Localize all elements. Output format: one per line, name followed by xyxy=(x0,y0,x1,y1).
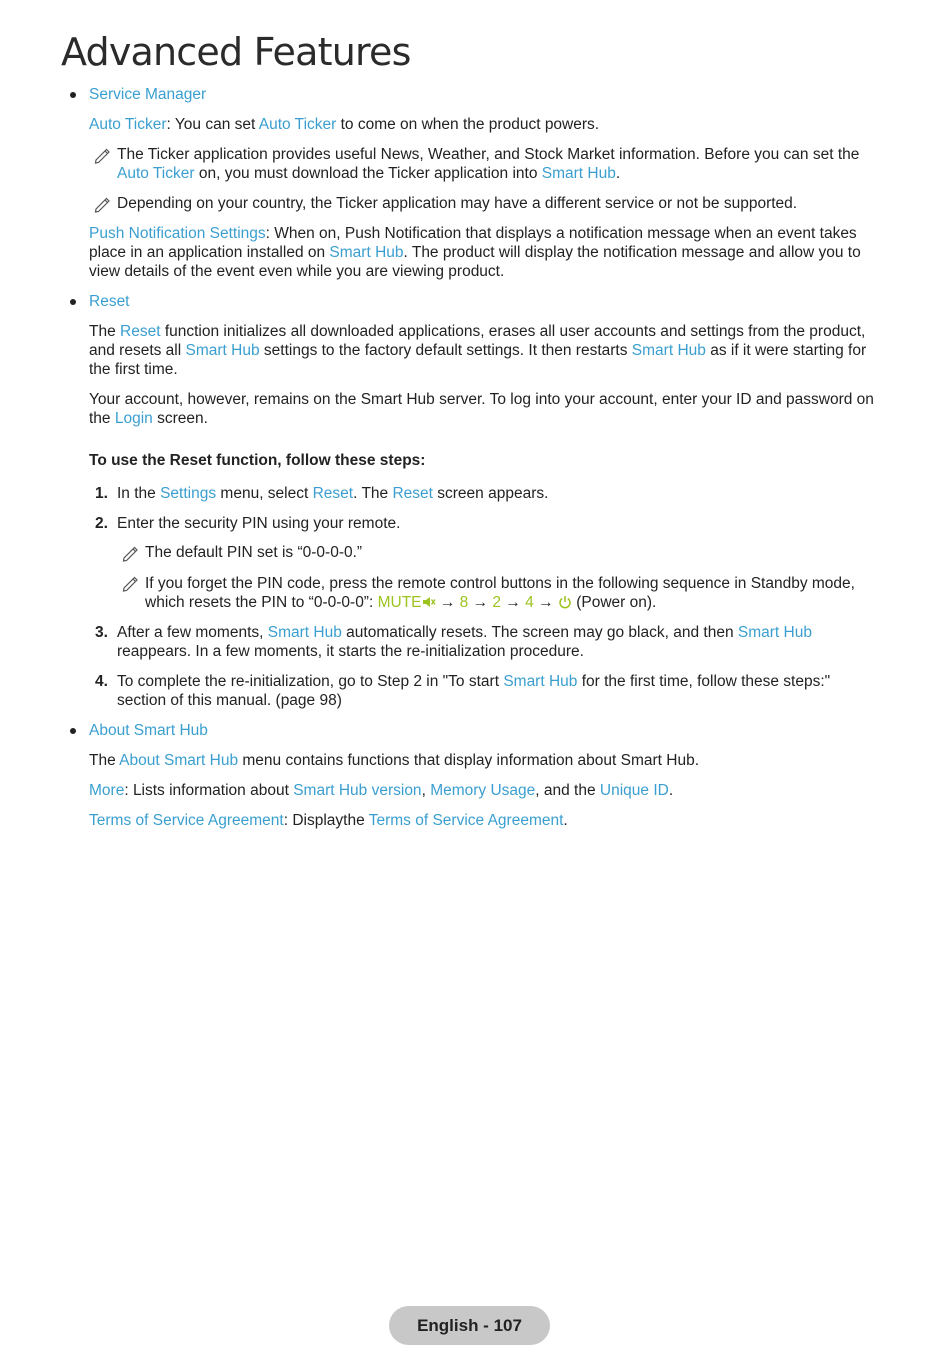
text-run: : Lists information about xyxy=(124,782,294,799)
remote-key-8: 8 xyxy=(459,594,469,611)
text-run: for the first time, follow these steps:" section of this manual. (page 98) xyxy=(117,673,831,709)
term-settings: Settings xyxy=(160,485,217,502)
text-run: , xyxy=(421,782,431,799)
bullet-dot xyxy=(70,728,76,734)
power-icon xyxy=(558,595,572,609)
text-run: to come on when the product powers. xyxy=(336,116,600,133)
text-run: settings to the factory default settings. It then restarts xyxy=(259,342,632,359)
term-auto-ticker: Auto Ticker xyxy=(258,116,337,133)
term-smart-hub: Smart Hub xyxy=(737,624,812,641)
term-auto-ticker: Auto Ticker xyxy=(89,116,167,133)
pencil-note-icon xyxy=(93,195,111,213)
page-title: Advanced Features xyxy=(61,30,411,74)
term-reset: Reset xyxy=(120,323,161,340)
bullet-dot xyxy=(70,92,76,98)
term-unique-id: Unique ID xyxy=(599,782,669,799)
term-reset: Reset xyxy=(392,485,433,502)
term-about-smart-hub: About Smart Hub xyxy=(119,752,239,769)
remote-key-mute: MUTE xyxy=(377,594,422,611)
step-1 xyxy=(117,484,877,503)
forgot-pin-note xyxy=(145,574,880,612)
arrow-text: → xyxy=(501,594,526,611)
text-run: menu, select xyxy=(216,485,313,502)
text-run: If you forget the PIN code, press the remote control buttons in the following sequence in Standby mode, which resets the PIN to “0-0-0-0”: xyxy=(145,575,855,611)
step-4 xyxy=(117,672,882,710)
push-notification-paragraph xyxy=(89,224,879,281)
auto-ticker-paragraph xyxy=(89,115,879,134)
step-number: 2. xyxy=(95,515,108,532)
text-run: . The xyxy=(353,485,393,502)
reset-description-paragraph xyxy=(89,322,879,379)
term-terms-of-service: Terms of Service Agreement xyxy=(368,812,564,829)
text-run: : When on, Push Notification that displays a notification message when an event takes place in an application installed on xyxy=(89,225,857,261)
pencil-note-icon xyxy=(121,574,139,592)
mute-icon xyxy=(422,595,436,609)
text-run: . xyxy=(668,782,674,799)
text-run: reappears. In a few moments, it starts the re-initialization procedure. xyxy=(117,643,584,660)
text-run: The xyxy=(89,323,121,340)
arrow-text: → xyxy=(435,594,460,611)
text-run: on, you must download the Ticker application into xyxy=(194,165,542,182)
pencil-note-icon xyxy=(93,146,111,164)
text-run: To complete the re-initialization, go to Step 2 in "To start xyxy=(117,673,504,690)
term-smart-hub: Smart Hub xyxy=(503,673,578,690)
step-2: Enter the security PIN using your remote. xyxy=(117,515,401,532)
text-run: (Power on). xyxy=(571,594,657,611)
ticker-note-paragraph xyxy=(117,145,877,183)
text-run: : Displaythe xyxy=(283,812,369,829)
text-run: , and the xyxy=(535,782,600,799)
step-number: 1. xyxy=(95,485,108,502)
term-terms-of-service: Terms of Service Agreement xyxy=(89,812,284,829)
steps-heading: To use the Reset function, follow these steps: xyxy=(89,452,426,469)
text-run: . xyxy=(563,812,568,829)
text-run: . xyxy=(615,165,621,182)
term-smart-hub: Smart Hub xyxy=(541,165,616,182)
term-more: More xyxy=(89,782,125,799)
text-run: automatically resets. The screen may go black, and then xyxy=(341,624,738,641)
country-note-paragraph: Depending on your country, the Ticker application may have a different service or not be supported. xyxy=(117,195,798,212)
account-paragraph xyxy=(89,390,879,428)
step-number: 4. xyxy=(95,673,108,690)
section-heading-about-smart-hub: About Smart Hub xyxy=(89,722,208,739)
text-run: After a few moments, xyxy=(117,624,268,641)
step-3 xyxy=(117,623,877,661)
text-run: screen appears. xyxy=(432,485,549,502)
about-paragraph xyxy=(89,751,879,770)
text-run: : You can set xyxy=(166,116,259,133)
text-run: In the xyxy=(117,485,161,502)
text-run: menu contains functions that display information about Smart Hub. xyxy=(238,752,700,769)
term-smart-hub: Smart Hub xyxy=(267,624,342,641)
term-smart-hub: Smart Hub xyxy=(185,342,260,359)
text-run: . The product will display the notification message and allow you to view details of the event even while you are viewing product. xyxy=(89,244,861,280)
page-number-badge: English - 107 xyxy=(389,1306,550,1345)
step-number: 3. xyxy=(95,624,108,641)
bullet-dot xyxy=(70,299,76,305)
more-paragraph xyxy=(89,781,879,800)
default-pin-note: The default PIN set is “0-0-0-0.” xyxy=(145,544,363,561)
term-memory-usage: Memory Usage xyxy=(430,782,536,799)
arrow-text: → xyxy=(468,594,493,611)
term-smart-hub-version: Smart Hub version xyxy=(293,782,422,799)
terms-paragraph xyxy=(89,811,879,830)
section-heading-service-manager: Service Manager xyxy=(89,86,207,103)
pencil-note-icon xyxy=(121,544,139,562)
term-smart-hub: Smart Hub xyxy=(631,342,706,359)
text-run: The Ticker application provides useful News, Weather, and Stock Market information. Before you can set the xyxy=(117,146,860,163)
arrow-text: → xyxy=(533,594,558,611)
term-auto-ticker: Auto Ticker xyxy=(117,165,195,182)
term-login: Login xyxy=(114,410,153,427)
text-run: function initializes all downloaded applications, erases all user accounts and settings from the product, and resets all xyxy=(89,323,866,359)
remote-key-2: 2 xyxy=(492,594,502,611)
term-smart-hub: Smart Hub xyxy=(329,244,404,261)
term-reset: Reset xyxy=(312,485,354,502)
text-run: The xyxy=(89,752,120,769)
term-push-notification-settings: Push Notification Settings xyxy=(89,225,266,242)
section-heading-reset: Reset xyxy=(89,293,130,310)
text-run: Your account, however, remains on the Smart Hub server. To log into your account, enter your ID and password on the xyxy=(89,391,874,427)
text-run: as if it were starting for the first time. xyxy=(89,342,867,378)
text-run: screen. xyxy=(152,410,208,427)
remote-key-4: 4 xyxy=(525,594,534,611)
